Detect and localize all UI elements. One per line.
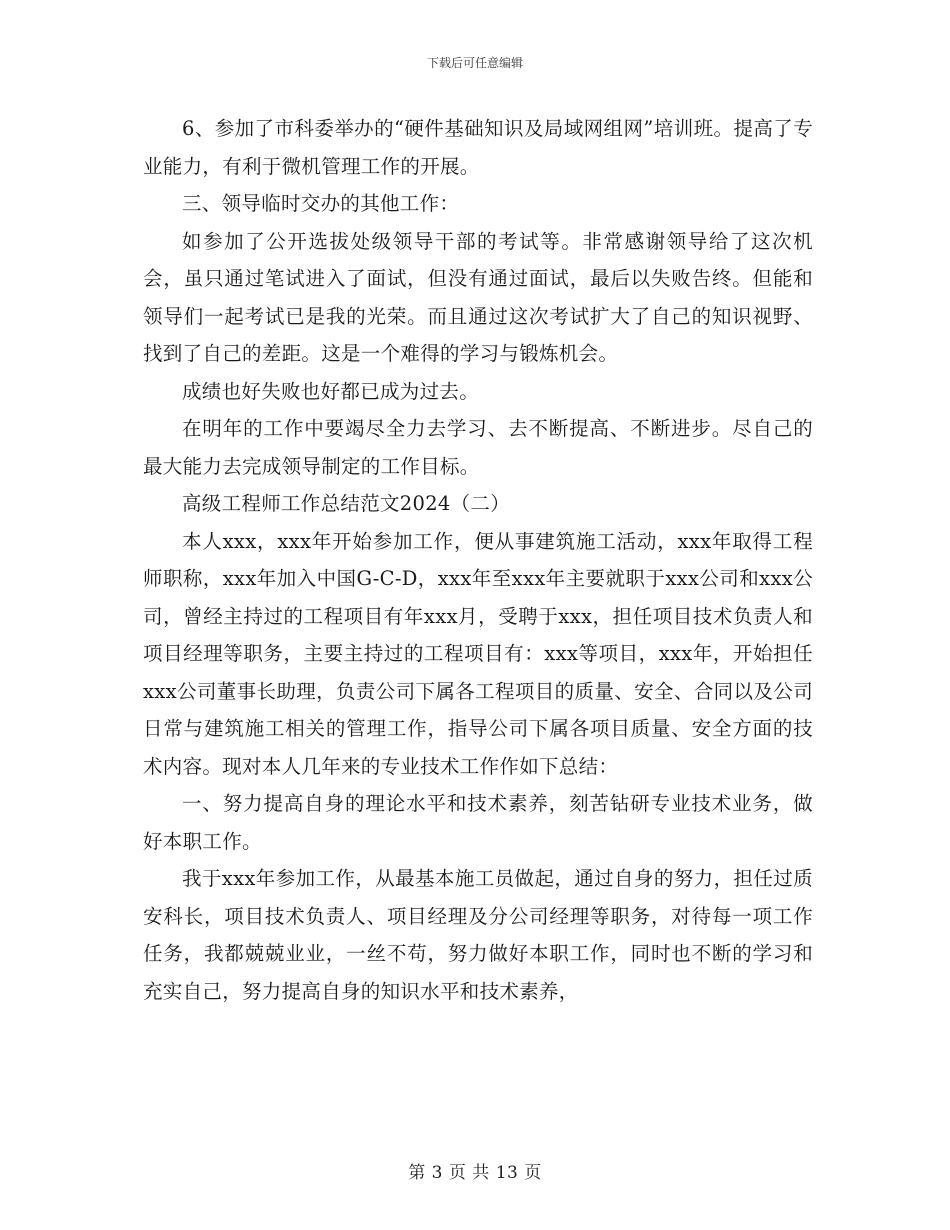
section-heading-other-work: 三、领导临时交办的其他工作： bbox=[182, 192, 460, 215]
page-header: 下载后可任意编辑 bbox=[426, 56, 523, 70]
paragraph-career: 我于xxx年参加工作，从最基本施工员做起，通过自身的努力，担任过质安科长，项目技术负责人、项目经理及分公司经理等职务，对待每一项工作任务，我都兢兢业业，一丝不苟，努力做好本职工作，同时也不断的学习和充实自己，努力提高自身的知识水平和技术素养， bbox=[143, 867, 813, 1003]
paragraph-introduction: 本人xxx，xxx年开始参加工作，便从事建筑施工活动，xxx年取得工程师职称，xxx年加入中国G-C-D，xxx年至xxx年主要就职于xxx公司和xxx公司，曾经主持过的工程项目有年xxx月，受聘于xxx，担任项目技术负责人和项目经理等职务，主要主持过的工程项目有：xxx等项目，xxx年，开始担任xxx公司董事长助理，负责公司下属各工程项目的质量、安全、合同以及公司日常与建筑施工相关的管理工作，指导公司下属各项目质量、安全方面的技术内容。现对本人几年来的专业技术工作作如下总结： bbox=[143, 529, 813, 778]
paragraph-exam: 如参加了公开选拔处级领导干部的考试等。非常感谢领导给了这次机会，虽只通过笔试进入了面试，但没有通过面试，最后以失败告终。但能和领导们一起考试已是我的光荣。而且通过这次考试扩大了自己的知识视野、找到了自己的差距。这是一个难得的学习与锻炼机会。 bbox=[143, 229, 813, 365]
paragraph-training: 6、参加了市科委举办的“硬件基础知识及局域网组网”培训班。提高了专业能力，有利于微机管理工作的开展。 bbox=[143, 117, 813, 178]
paragraph-next-year: 在明年的工作中要竭尽全力去学习、去不断提高、不断进步。尽自己的最大能力去完成领导制定的工作目标。 bbox=[143, 417, 813, 478]
section-heading-theory: 一、努力提高自身的理论水平和技术素养，刻苦钻研专业技术业务，做好本职工作。 bbox=[143, 792, 813, 853]
document-body bbox=[143, 110, 813, 1010]
paragraph-past: 成绩也好失败也好都已成为过去。 bbox=[182, 379, 480, 403]
page-number-footer: 第 3 页 共 13 页 bbox=[408, 1163, 542, 1183]
document-subtitle: 高级工程师工作总结范文2024（二） bbox=[182, 492, 511, 515]
